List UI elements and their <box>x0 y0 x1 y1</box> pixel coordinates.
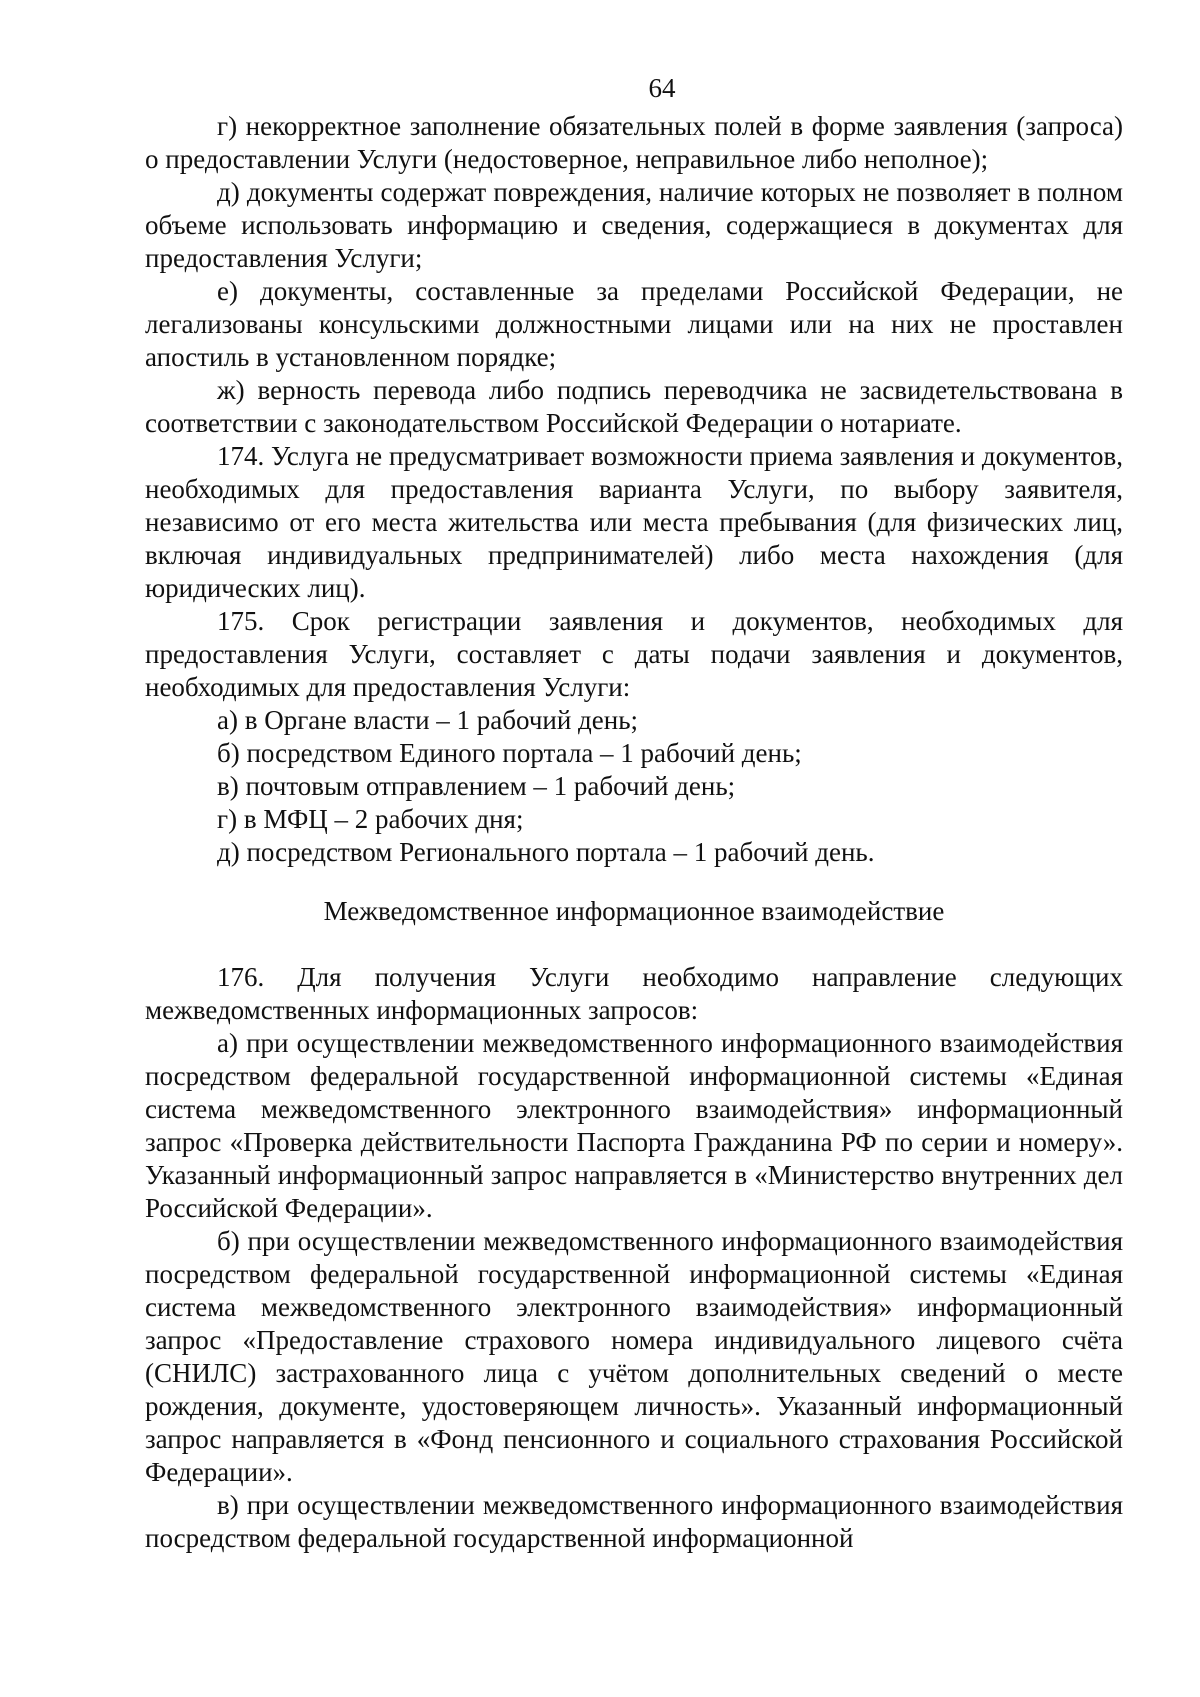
deadline-list-item: в) почтовым отправлением – 1 рабочий день; <box>217 771 736 801</box>
paragraph-176: 176. Для получения Услуги необходимо направление следующих межведомственных информационных запросов: <box>145 962 1123 1025</box>
deadline-list-item: б) посредством Единого портала – 1 рабочий день; <box>217 738 802 768</box>
paragraph-item-e: е) документы, составленные за пределами Российской Федерации, не легализованы консульскими должностными лицами или на них не проставлен апостиль в установленном порядке; <box>145 276 1123 372</box>
paragraph-175: 175. Срок регистрации заявления и документов, необходимых для предоставления Услуги, составляет с даты подачи заявления и документов, необходимых для предоставления Услуги: <box>145 606 1123 702</box>
paragraph-item-d: д) документы содержат повреждения, наличие которых не позволяет в полном объеме использовать информацию и сведения, содержащиеся в документах для предоставления Услуги; <box>145 177 1123 273</box>
page-number: 64 <box>648 73 676 103</box>
paragraph-item-zh: ж) верность перевода либо подпись переводчика не засвидетельствована в соответствии с законодательством Российской Федерации о нотариате. <box>145 375 1123 438</box>
paragraph-176-v: в) при осуществлении межведомственного информационного взаимодействия посредством федеральной государственной информационной <box>145 1490 1123 1553</box>
paragraph-176-a: а) при осуществлении межведомственного информационного взаимодействия посредством федеральной государственной информационной системы «Единая система межведомственного электронного взаимодействия» информационный запрос «Проверка действительности Паспорта Гражданина РФ по серии и номеру». Указанный информационный запрос направляется в «Министерство внутренних дел Российской Федерации». <box>145 1028 1123 1223</box>
document-page <box>145 68 1123 1555</box>
paragraph-176-b: б) при осуществлении межведомственного информационного взаимодействия посредством федеральной государственной информационной системы «Единая система межведомственного электронного взаимодействия» информационный запрос «Предоставление страхового номера индивидуального лицевого счёта (СНИЛС) застрахованного лица с учётом дополнительных сведений о месте рождения, документе, удостоверяющем личность». Указанный информационный запрос направляется в «Фонд пенсионного и социального страхования Российской Федерации». <box>145 1226 1123 1487</box>
paragraph-174: 174. Услуга не предусматривает возможности приема заявления и документов, необходимых для предоставления варианта Услуги, по выбору заявителя, независимо от его места жительства или места пребывания (для физических лиц, включая индивидуальных предпринимателей) либо места нахождения (для юридических лиц). <box>145 441 1123 603</box>
paragraph-item-g: г) некорректное заполнение обязательных полей в форме заявления (запроса) о предоставлении Услуги (недостоверное, неправильное либо неполное); <box>145 111 1123 174</box>
deadline-list-item: д) посредством Регионального портала – 1 рабочий день. <box>217 837 875 867</box>
section-heading: Межведомственное информационное взаимодействие <box>323 896 945 926</box>
deadline-list-item: а) в Органе власти – 1 рабочий день; <box>217 705 639 735</box>
deadline-list-item: г) в МФЦ – 2 рабочих дня; <box>217 804 524 834</box>
